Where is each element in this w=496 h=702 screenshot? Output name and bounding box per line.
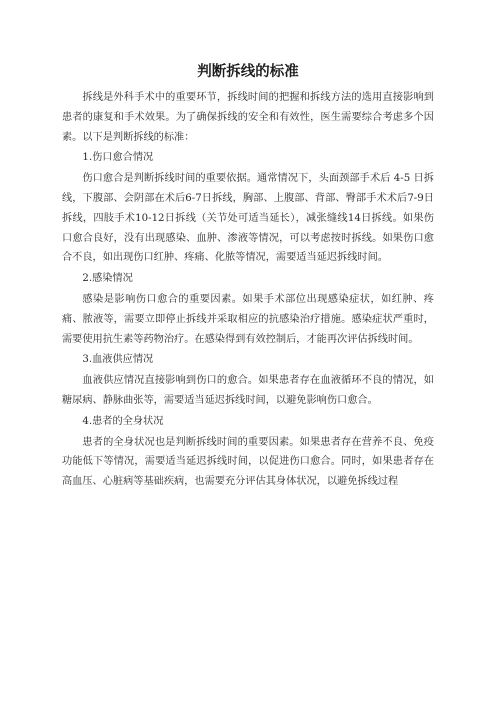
intro-paragraph: 拆线是外科手术中的重要环节，拆线时间的把握和拆线方法的选用直接影响到患者的康复和手术效果。为了确保拆线的安全和有效性，医生需要综合考虑多个因素。以下是判断拆线的标准： xyxy=(62,92,434,143)
document-page xyxy=(62,62,434,493)
section-body-wound-healing: 伤口愈合是判断拆线时间的重要依据。通常情况下，头面颈部手术后 4-5 日拆线，下腹部、会阴部在术后6-7日拆线，胸部、上腹部、背部、臀部手术术后7-9日拆线，四肢手术10-12日拆线（关节处可适当延长），减张缝线14日拆线。如果伤口愈合良好，没有出现感染、血肿、渗液等情况，可以考虑按时拆线。如果伤口愈合不良，如出现伤口红肿、疼痛、化脓等情况，需要适当延迟拆线时间。 xyxy=(62,173,434,264)
section-body-blood-supply: 血液供应情况直接影响到伤口的愈合。如果患者存在血液循环不良的情况，如糖尿病、静脉曲张等，需要适当延迟拆线时间，以避免影响伤口愈合。 xyxy=(62,375,434,406)
section-heading-infection: 2.感染情况 xyxy=(82,273,133,285)
section-body-infection: 感染是影响伤口愈合的重要因素。如果手术部位出现感染症状，如红肿、疼痛、脓液等，需要立即停止拆线并采取相应的抗感染治疗措施。感染症状严重时，需要使用抗生素等药物治疗。在感染得到有效控制后，才能再次评估拆线时间。 xyxy=(62,293,434,345)
section-heading-blood-supply: 3.血液供应情况 xyxy=(82,354,154,366)
document-title: 判断拆线的标准 xyxy=(197,64,299,80)
section-body-general-condition: 患者的全身状况也是判断拆线时间的重要因素。如果患者存在营养不良、免疫功能低下等情况，需要适当延迟拆线时间，以促进伤口愈合。同时，如果患者存在高血压、心脏病等基础疾病，也需要充分评估其身体状况，以避免拆线过程 xyxy=(62,436,434,488)
section-heading-general-condition: 4.患者的全身状况 xyxy=(82,415,164,427)
section-heading-wound-healing: 1.伤口愈合情况 xyxy=(82,152,154,164)
